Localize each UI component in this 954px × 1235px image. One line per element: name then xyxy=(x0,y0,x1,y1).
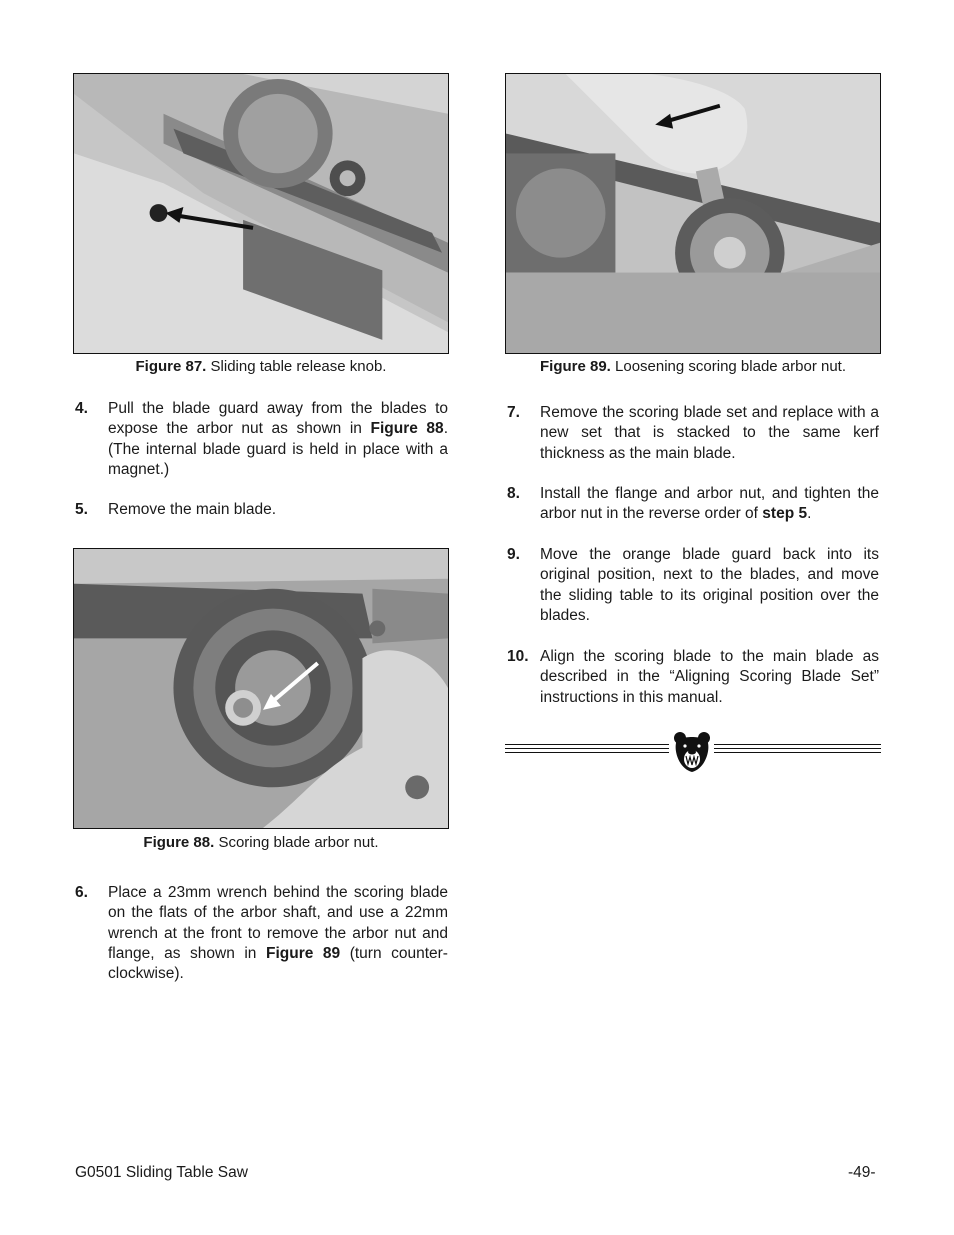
step-text: Pull the blade guard away from the blades to expose the arbor nut as shown in Figure 88. (The internal blade guard is held in place with a magnet.) xyxy=(108,400,448,478)
step-number: 7. xyxy=(507,404,520,421)
step-number: 5. xyxy=(75,501,88,518)
figure-89-photo xyxy=(505,73,881,354)
step-5 xyxy=(75,500,448,522)
step-number: 8. xyxy=(507,485,520,502)
step-7 xyxy=(507,403,879,468)
step-text: Place a 23mm wrench behind the scoring blade on the flats of the arbor shaft, and use a 22mm wrench at the front to remove the arbor nut and flange, as shown in Figure 89 (turn counter-clockwise). xyxy=(108,884,448,983)
bear-head-logo-icon xyxy=(672,731,712,773)
footer-page-number: -49- xyxy=(848,1164,876,1181)
figure-87-photo xyxy=(73,73,449,354)
step-text: Remove the main blade. xyxy=(108,501,277,518)
step-number: 10. xyxy=(507,648,529,665)
step-number: 9. xyxy=(507,546,520,563)
step-text: Move the orange blade guard back into its original position, next to the blades, and move the sliding table to its original position over the blades. xyxy=(540,546,879,624)
step-8 xyxy=(507,484,879,529)
step-6 xyxy=(75,883,448,988)
figure-89-caption: Figure 89. Loosening scoring blade arbor nut. xyxy=(539,358,847,375)
step-number: 4. xyxy=(75,400,88,417)
step-text: Install the flange and arbor nut, and tighten the arbor nut in the reverse order of step 5. xyxy=(540,485,879,523)
figure-88-photo xyxy=(73,548,449,829)
step-9 xyxy=(507,545,879,630)
step-4 xyxy=(75,399,448,484)
figure-88-caption: Figure 88. Scoring blade arbor nut. xyxy=(143,834,379,851)
step-number: 6. xyxy=(75,884,88,901)
step-text: Align the scoring blade to the main blade as described in the “Aligning Scoring Blade Set” instructions in this manual. xyxy=(540,648,879,706)
footer-manual-title: G0501 Sliding Table Saw xyxy=(75,1164,248,1181)
step-text: Remove the scoring blade set and replace with a new set that is stacked to the same kerf thickness as the main blade. xyxy=(540,404,879,462)
figure-87-caption: Figure 87. Sliding table release knob. xyxy=(135,358,387,375)
step-10 xyxy=(507,647,879,712)
